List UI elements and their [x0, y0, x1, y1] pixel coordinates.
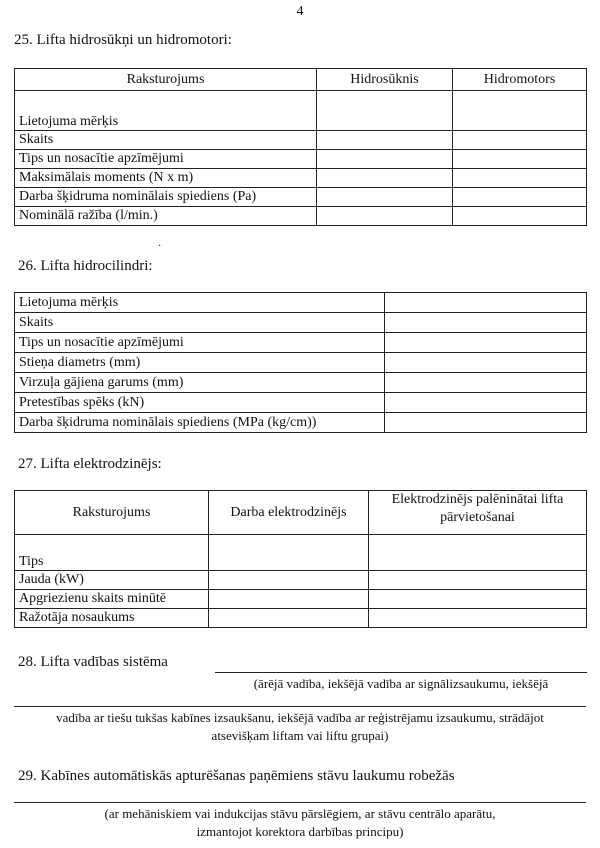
header-pump: Hidrosūknis — [317, 69, 453, 91]
input-cell[interactable] — [369, 571, 587, 590]
input-cell[interactable] — [385, 313, 587, 333]
header-characteristics: Raksturojums — [15, 69, 317, 91]
input-cell[interactable] — [385, 373, 587, 393]
input-cell[interactable] — [209, 590, 369, 609]
header-slow-motor: Elektrodzinējs palēninātai lifta pārvietošanai — [369, 491, 587, 535]
input-cell[interactable] — [209, 609, 369, 628]
input-cell[interactable] — [369, 609, 587, 628]
input-cell[interactable] — [453, 150, 587, 169]
row-label: Jauda (kW) — [15, 571, 209, 590]
section-26-heading: 26. Lifta hidrocilindri: — [18, 258, 153, 274]
row-label: Skaits — [15, 313, 385, 333]
input-cell[interactable] — [317, 188, 453, 207]
control-system-line[interactable] — [215, 672, 587, 673]
input-cell[interactable] — [453, 91, 587, 131]
input-cell[interactable] — [317, 169, 453, 188]
row-label: Tips un nosacītie apzīmējumi — [15, 150, 317, 169]
row-label: Tips un nosacītie apzīmējumi — [15, 333, 385, 353]
input-cell[interactable] — [369, 535, 587, 571]
row-label: Darba šķidruma nominālais spiediens (Pa) — [15, 188, 317, 207]
row-label: Tips — [15, 535, 209, 571]
row-label: Lietojuma mērķis — [15, 91, 317, 131]
cylinders-table — [14, 292, 587, 433]
header-work-motor: Darba elektrodzinējs — [209, 491, 369, 535]
input-cell[interactable] — [317, 131, 453, 150]
stop-method-line[interactable] — [14, 802, 586, 803]
input-cell[interactable] — [453, 131, 587, 150]
input-cell[interactable] — [385, 353, 587, 373]
input-cell[interactable] — [209, 535, 369, 571]
stop-method-hint-1: (ar mehāniskiem vai indukcijas stāvu pārslēgiem, ar stāvu centrālo aparātu, — [104, 806, 496, 821]
page-number: 4 — [296, 4, 304, 19]
input-cell[interactable] — [385, 293, 587, 313]
section-28-label: 28. Lifta vadības sistēma — [18, 654, 168, 670]
pumps-motors-table — [14, 68, 587, 226]
input-cell[interactable] — [453, 207, 587, 226]
row-label: Darba šķidruma nominālais spiediens (MPa (kg/cm)) — [15, 413, 385, 433]
stray-mark: ․ — [158, 238, 162, 249]
section-25-heading: 25. Lifta hidrosūkņi un hidromotori: — [14, 32, 232, 48]
row-label: Skaits — [15, 131, 317, 150]
header-motor: Hidromotors — [453, 69, 587, 91]
input-cell[interactable] — [385, 413, 587, 433]
section-29-label: 29. Kabīnes automātiskās apturēšanas paņēmiens stāvu laukumu robežās — [18, 768, 455, 784]
input-cell[interactable] — [317, 150, 453, 169]
row-label: Stieņa diametrs (mm) — [15, 353, 385, 373]
input-cell[interactable] — [385, 393, 587, 413]
row-label: Apgriezienu skaits minūtē — [15, 590, 209, 609]
row-label: Pretestības spēks (kN) — [15, 393, 385, 413]
row-label: Lietojuma mērķis — [15, 293, 385, 313]
electric-motor-table — [14, 490, 587, 628]
section-27-heading: 27. Lifta elektrodzinējs: — [18, 456, 162, 472]
row-label: Nominālā ražība (l/min.) — [15, 207, 317, 226]
input-cell[interactable] — [317, 207, 453, 226]
input-cell[interactable] — [385, 333, 587, 353]
control-system-hint-2: vadība ar tiešu tukšas kabīnes izsaukšanu, iekšējā vadība ar reģistrējamu izsaukumu, strādājot — [56, 710, 544, 725]
input-cell[interactable] — [209, 571, 369, 590]
input-cell[interactable] — [369, 590, 587, 609]
control-system-hint-1: (ārējā vadība, iekšējā vadība ar signālizsaukumu, iekšējā — [253, 676, 549, 691]
row-label: Maksimālais moments (N x m) — [15, 169, 317, 188]
input-cell[interactable] — [453, 188, 587, 207]
control-system-hint-3: atsevišķam liftam vai liftu grupai) — [211, 728, 389, 743]
control-system-line-2[interactable] — [14, 706, 586, 707]
stop-method-hint-2: izmantojot korektora darbības principu) — [196, 824, 404, 839]
input-cell[interactable] — [317, 91, 453, 131]
row-label: Ražotāja nosaukums — [15, 609, 209, 628]
row-label: Virzuļa gājiena garums (mm) — [15, 373, 385, 393]
input-cell[interactable] — [453, 169, 587, 188]
header-characteristics: Raksturojums — [15, 491, 209, 535]
